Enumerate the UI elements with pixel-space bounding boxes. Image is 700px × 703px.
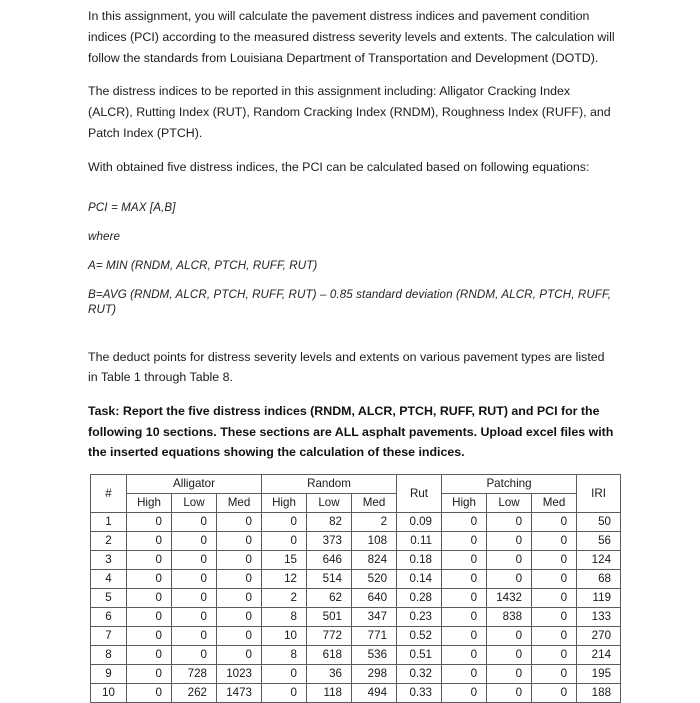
cell-random-med: 824 (352, 550, 397, 569)
cell-patching-high: 0 (442, 512, 487, 531)
header-random: Random (262, 474, 397, 493)
cell-alligator-med: 1023 (217, 664, 262, 683)
table-row (91, 512, 621, 531)
cell-rut: 0.32 (397, 664, 442, 683)
cell-alligator-high: 0 (127, 512, 172, 531)
cell-random-med: 536 (352, 645, 397, 664)
cell-iri: 133 (577, 607, 621, 626)
cell-alligator-high: 0 (127, 626, 172, 645)
cell-rut: 0.33 (397, 683, 442, 702)
cell-patching-low: 0 (487, 512, 532, 531)
task-paragraph: Task: Report the five distress indices (RNDM, ALCR, PTCH, RUFF, RUT) and PCI for the following 10 sections. These sections are ALL asphalt pavements. Upload excel files with the inserted equations showing the calculation of these indices. (88, 404, 614, 460)
cell-random-low: 118 (307, 683, 352, 702)
table-row (91, 683, 621, 702)
cell-random-low: 62 (307, 588, 352, 607)
cell-iri: 188 (577, 683, 621, 702)
cell-rut: 0.28 (397, 588, 442, 607)
header-random-high: High (262, 493, 307, 512)
cell-rut: 0.18 (397, 550, 442, 569)
cell-alligator-med: 1473 (217, 683, 262, 702)
cell-random-low: 501 (307, 607, 352, 626)
cell-section-number: 5 (91, 588, 127, 607)
cell-alligator-low: 0 (172, 588, 217, 607)
table-row (91, 569, 621, 588)
cell-alligator-med: 0 (217, 550, 262, 569)
cell-alligator-high: 0 (127, 531, 172, 550)
cell-iri: 195 (577, 664, 621, 683)
cell-alligator-med: 0 (217, 607, 262, 626)
cell-alligator-low: 0 (172, 607, 217, 626)
cell-random-high: 0 (262, 512, 307, 531)
cell-alligator-high: 0 (127, 550, 172, 569)
table-header (91, 474, 621, 512)
cell-iri: 214 (577, 645, 621, 664)
cell-patching-med: 0 (532, 645, 577, 664)
cell-alligator-low: 0 (172, 569, 217, 588)
cell-iri: 56 (577, 531, 621, 550)
header-patching-med: Med (532, 493, 577, 512)
cell-iri: 124 (577, 550, 621, 569)
cell-random-low: 772 (307, 626, 352, 645)
cell-patching-med: 0 (532, 626, 577, 645)
cell-patching-high: 0 (442, 683, 487, 702)
header-patching-high: High (442, 493, 487, 512)
cell-patching-low: 0 (487, 683, 532, 702)
cell-alligator-high: 0 (127, 607, 172, 626)
cell-random-high: 2 (262, 588, 307, 607)
table-row (91, 588, 621, 607)
cell-random-high: 15 (262, 550, 307, 569)
cell-section-number: 8 (91, 645, 127, 664)
cell-random-med: 494 (352, 683, 397, 702)
distress-data-table (90, 474, 621, 703)
cell-section-number: 10 (91, 683, 127, 702)
cell-patching-med: 0 (532, 664, 577, 683)
cell-alligator-med: 0 (217, 531, 262, 550)
cell-patching-high: 0 (442, 531, 487, 550)
table-header-row-groups (91, 474, 621, 493)
cell-patching-low: 0 (487, 664, 532, 683)
cell-rut: 0.51 (397, 645, 442, 664)
cell-patching-low: 0 (487, 531, 532, 550)
cell-alligator-high: 0 (127, 664, 172, 683)
cell-alligator-low: 0 (172, 645, 217, 664)
table-row (91, 664, 621, 683)
equation-b: B=AVG (RNDM, ALCR, PTCH, RUFF, RUT) – 0.85 standard deviation (RNDM, ALCR, PTCH, RUFF, RUT) (88, 287, 612, 316)
cell-rut: 0.14 (397, 569, 442, 588)
cell-alligator-med: 0 (217, 645, 262, 664)
cell-section-number: 7 (91, 626, 127, 645)
cell-alligator-high: 0 (127, 588, 172, 607)
cell-patching-high: 0 (442, 645, 487, 664)
cell-patching-low: 0 (487, 569, 532, 588)
equations-spacer (88, 317, 616, 347)
cell-iri: 50 (577, 512, 621, 531)
cell-patching-high: 0 (442, 588, 487, 607)
cell-section-number: 6 (91, 607, 127, 626)
cell-patching-low: 0 (487, 645, 532, 664)
cell-random-high: 8 (262, 645, 307, 664)
cell-alligator-med: 0 (217, 626, 262, 645)
header-alligator: Alligator (127, 474, 262, 493)
cell-patching-med: 0 (532, 569, 577, 588)
cell-patching-med: 0 (532, 531, 577, 550)
cell-section-number: 2 (91, 531, 127, 550)
cell-random-low: 646 (307, 550, 352, 569)
cell-patching-med: 0 (532, 550, 577, 569)
cell-random-med: 771 (352, 626, 397, 645)
header-alligator-med: Med (217, 493, 262, 512)
header-iri: IRI (577, 474, 621, 512)
cell-alligator-med: 0 (217, 588, 262, 607)
cell-section-number: 3 (91, 550, 127, 569)
table-row (91, 645, 621, 664)
table-row (91, 550, 621, 569)
cell-alligator-high: 0 (127, 569, 172, 588)
cell-iri: 270 (577, 626, 621, 645)
table-row (91, 607, 621, 626)
cell-rut: 0.23 (397, 607, 442, 626)
header-rut: Rut (397, 474, 442, 512)
header-random-low: Low (307, 493, 352, 512)
distress-indices-paragraph: The distress indices to be reported in this assignment including: Alligator Cracking Index (ALCR), Rutting Index (RUT), Random Cracking Index (RNDM), Roughness Index (RUFF), and Patch Index (PTCH). (88, 84, 611, 140)
header-random-med: Med (352, 493, 397, 512)
deduct-points-paragraph: The deduct points for distress severity levels and extents on various pavement types are listed in Table 1 through Table 8. (88, 349, 605, 385)
cell-patching-med: 0 (532, 607, 577, 626)
cell-random-high: 12 (262, 569, 307, 588)
cell-random-med: 640 (352, 588, 397, 607)
cell-alligator-high: 0 (127, 683, 172, 702)
cell-patching-med: 0 (532, 683, 577, 702)
cell-section-number: 1 (91, 512, 127, 531)
cell-alligator-low: 0 (172, 512, 217, 531)
header-number: # (91, 474, 127, 512)
cell-section-number: 4 (91, 569, 127, 588)
cell-alligator-low: 728 (172, 664, 217, 683)
equation-where-label: where (88, 229, 121, 243)
cell-random-med: 108 (352, 531, 397, 550)
cell-alligator-low: 0 (172, 531, 217, 550)
header-alligator-high: High (127, 493, 172, 512)
cell-patching-med: 0 (532, 512, 577, 531)
cell-random-low: 618 (307, 645, 352, 664)
cell-patching-low: 838 (487, 607, 532, 626)
cell-patching-low: 1432 (487, 588, 532, 607)
cell-alligator-low: 0 (172, 626, 217, 645)
cell-random-high: 0 (262, 683, 307, 702)
header-patching-low: Low (487, 493, 532, 512)
cell-iri: 68 (577, 569, 621, 588)
table-body (91, 512, 621, 702)
cell-patching-med: 0 (532, 588, 577, 607)
header-alligator-low: Low (172, 493, 217, 512)
cell-random-low: 82 (307, 512, 352, 531)
cell-patching-high: 0 (442, 550, 487, 569)
table-row (91, 531, 621, 550)
cell-random-high: 0 (262, 664, 307, 683)
pci-equations-intro: With obtained five distress indices, the PCI can be calculated based on following equations: (88, 159, 590, 174)
cell-random-med: 298 (352, 664, 397, 683)
cell-random-med: 520 (352, 569, 397, 588)
cell-patching-high: 0 (442, 569, 487, 588)
cell-random-med: 2 (352, 512, 397, 531)
intro-paragraph: In this assignment, you will calculate the pavement distress indices and pavement condition indices (PCI) according to the measured distress severity levels and extents. The calculation will follow the standards from Louisiana Department of Transportation and Development (DOTD). (88, 9, 615, 65)
cell-random-low: 373 (307, 531, 352, 550)
cell-alligator-high: 0 (127, 645, 172, 664)
table-row (91, 626, 621, 645)
cell-random-high: 0 (262, 531, 307, 550)
header-patching: Patching (442, 474, 577, 493)
cell-random-low: 36 (307, 664, 352, 683)
cell-random-med: 347 (352, 607, 397, 626)
cell-random-low: 514 (307, 569, 352, 588)
cell-alligator-med: 0 (217, 512, 262, 531)
cell-alligator-low: 262 (172, 683, 217, 702)
cell-iri: 119 (577, 588, 621, 607)
cell-patching-high: 0 (442, 607, 487, 626)
equations-block (88, 200, 616, 317)
equation-pci: PCI = MAX [A,B] (88, 200, 176, 214)
cell-patching-high: 0 (442, 626, 487, 645)
cell-random-high: 10 (262, 626, 307, 645)
cell-alligator-med: 0 (217, 569, 262, 588)
cell-alligator-low: 0 (172, 550, 217, 569)
cell-random-high: 8 (262, 607, 307, 626)
cell-rut: 0.11 (397, 531, 442, 550)
cell-patching-high: 0 (442, 664, 487, 683)
equation-a: A= MIN (RNDM, ALCR, PTCH, RUFF, RUT) (88, 258, 318, 272)
cell-section-number: 9 (91, 664, 127, 683)
cell-patching-low: 0 (487, 626, 532, 645)
cell-patching-low: 0 (487, 550, 532, 569)
table-header-row-severity (91, 493, 621, 512)
cell-rut: 0.09 (397, 512, 442, 531)
cell-rut: 0.52 (397, 626, 442, 645)
